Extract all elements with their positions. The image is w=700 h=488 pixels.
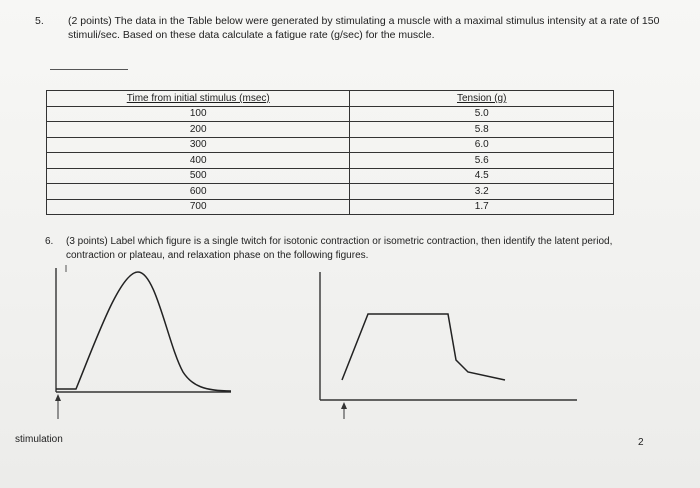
- figure-1-twitch: [55, 265, 231, 419]
- cell-time: 400: [47, 153, 350, 169]
- stimulation-label: stimulation: [15, 434, 63, 445]
- cell-tension: 4.5: [350, 168, 614, 184]
- question-6-text: (3 points) Label which figure is a single twitch for isotonic contraction or isometric contraction, then identify the latent period, contraction or plateau, and relaxation phase on the following figures.: [66, 236, 613, 261]
- header-time: Time from initial stimulus (msec): [47, 91, 350, 107]
- figure-1-arrow-head: [55, 394, 61, 401]
- figure-1-twitch-curve: [56, 272, 231, 391]
- page-number: 2: [638, 437, 644, 448]
- header-tension: Tension (g): [350, 91, 614, 107]
- cell-tension: 5.6: [350, 153, 614, 169]
- cell-time: 600: [47, 184, 350, 200]
- cell-time: 200: [47, 122, 350, 138]
- cell-time: 300: [47, 137, 350, 153]
- cell-tension: 5.8: [350, 122, 614, 138]
- question-5-number: 5.: [35, 15, 44, 27]
- cell-time: 500: [47, 168, 350, 184]
- cell-time: 100: [47, 106, 350, 122]
- cell-time: 700: [47, 199, 350, 215]
- question-5-text: (2 points) The data in the Table below were generated by stimulating a muscle with a maximal stimulus intensity at a rate of 150 stimuli/sec. Based on these data calculate a fatigue rate (g/sec) for the muscle.: [68, 15, 660, 41]
- cell-tension: 6.0: [350, 137, 614, 153]
- cell-tension: 1.7: [350, 199, 614, 215]
- figure-2-twitch: [320, 272, 577, 419]
- figure-2-arrow-head: [341, 402, 347, 409]
- question-6-number: 6.: [45, 236, 54, 247]
- cell-tension: 3.2: [350, 184, 614, 200]
- cell-tension: 5.0: [350, 106, 614, 122]
- figure-2-plateau-curve: [342, 314, 505, 380]
